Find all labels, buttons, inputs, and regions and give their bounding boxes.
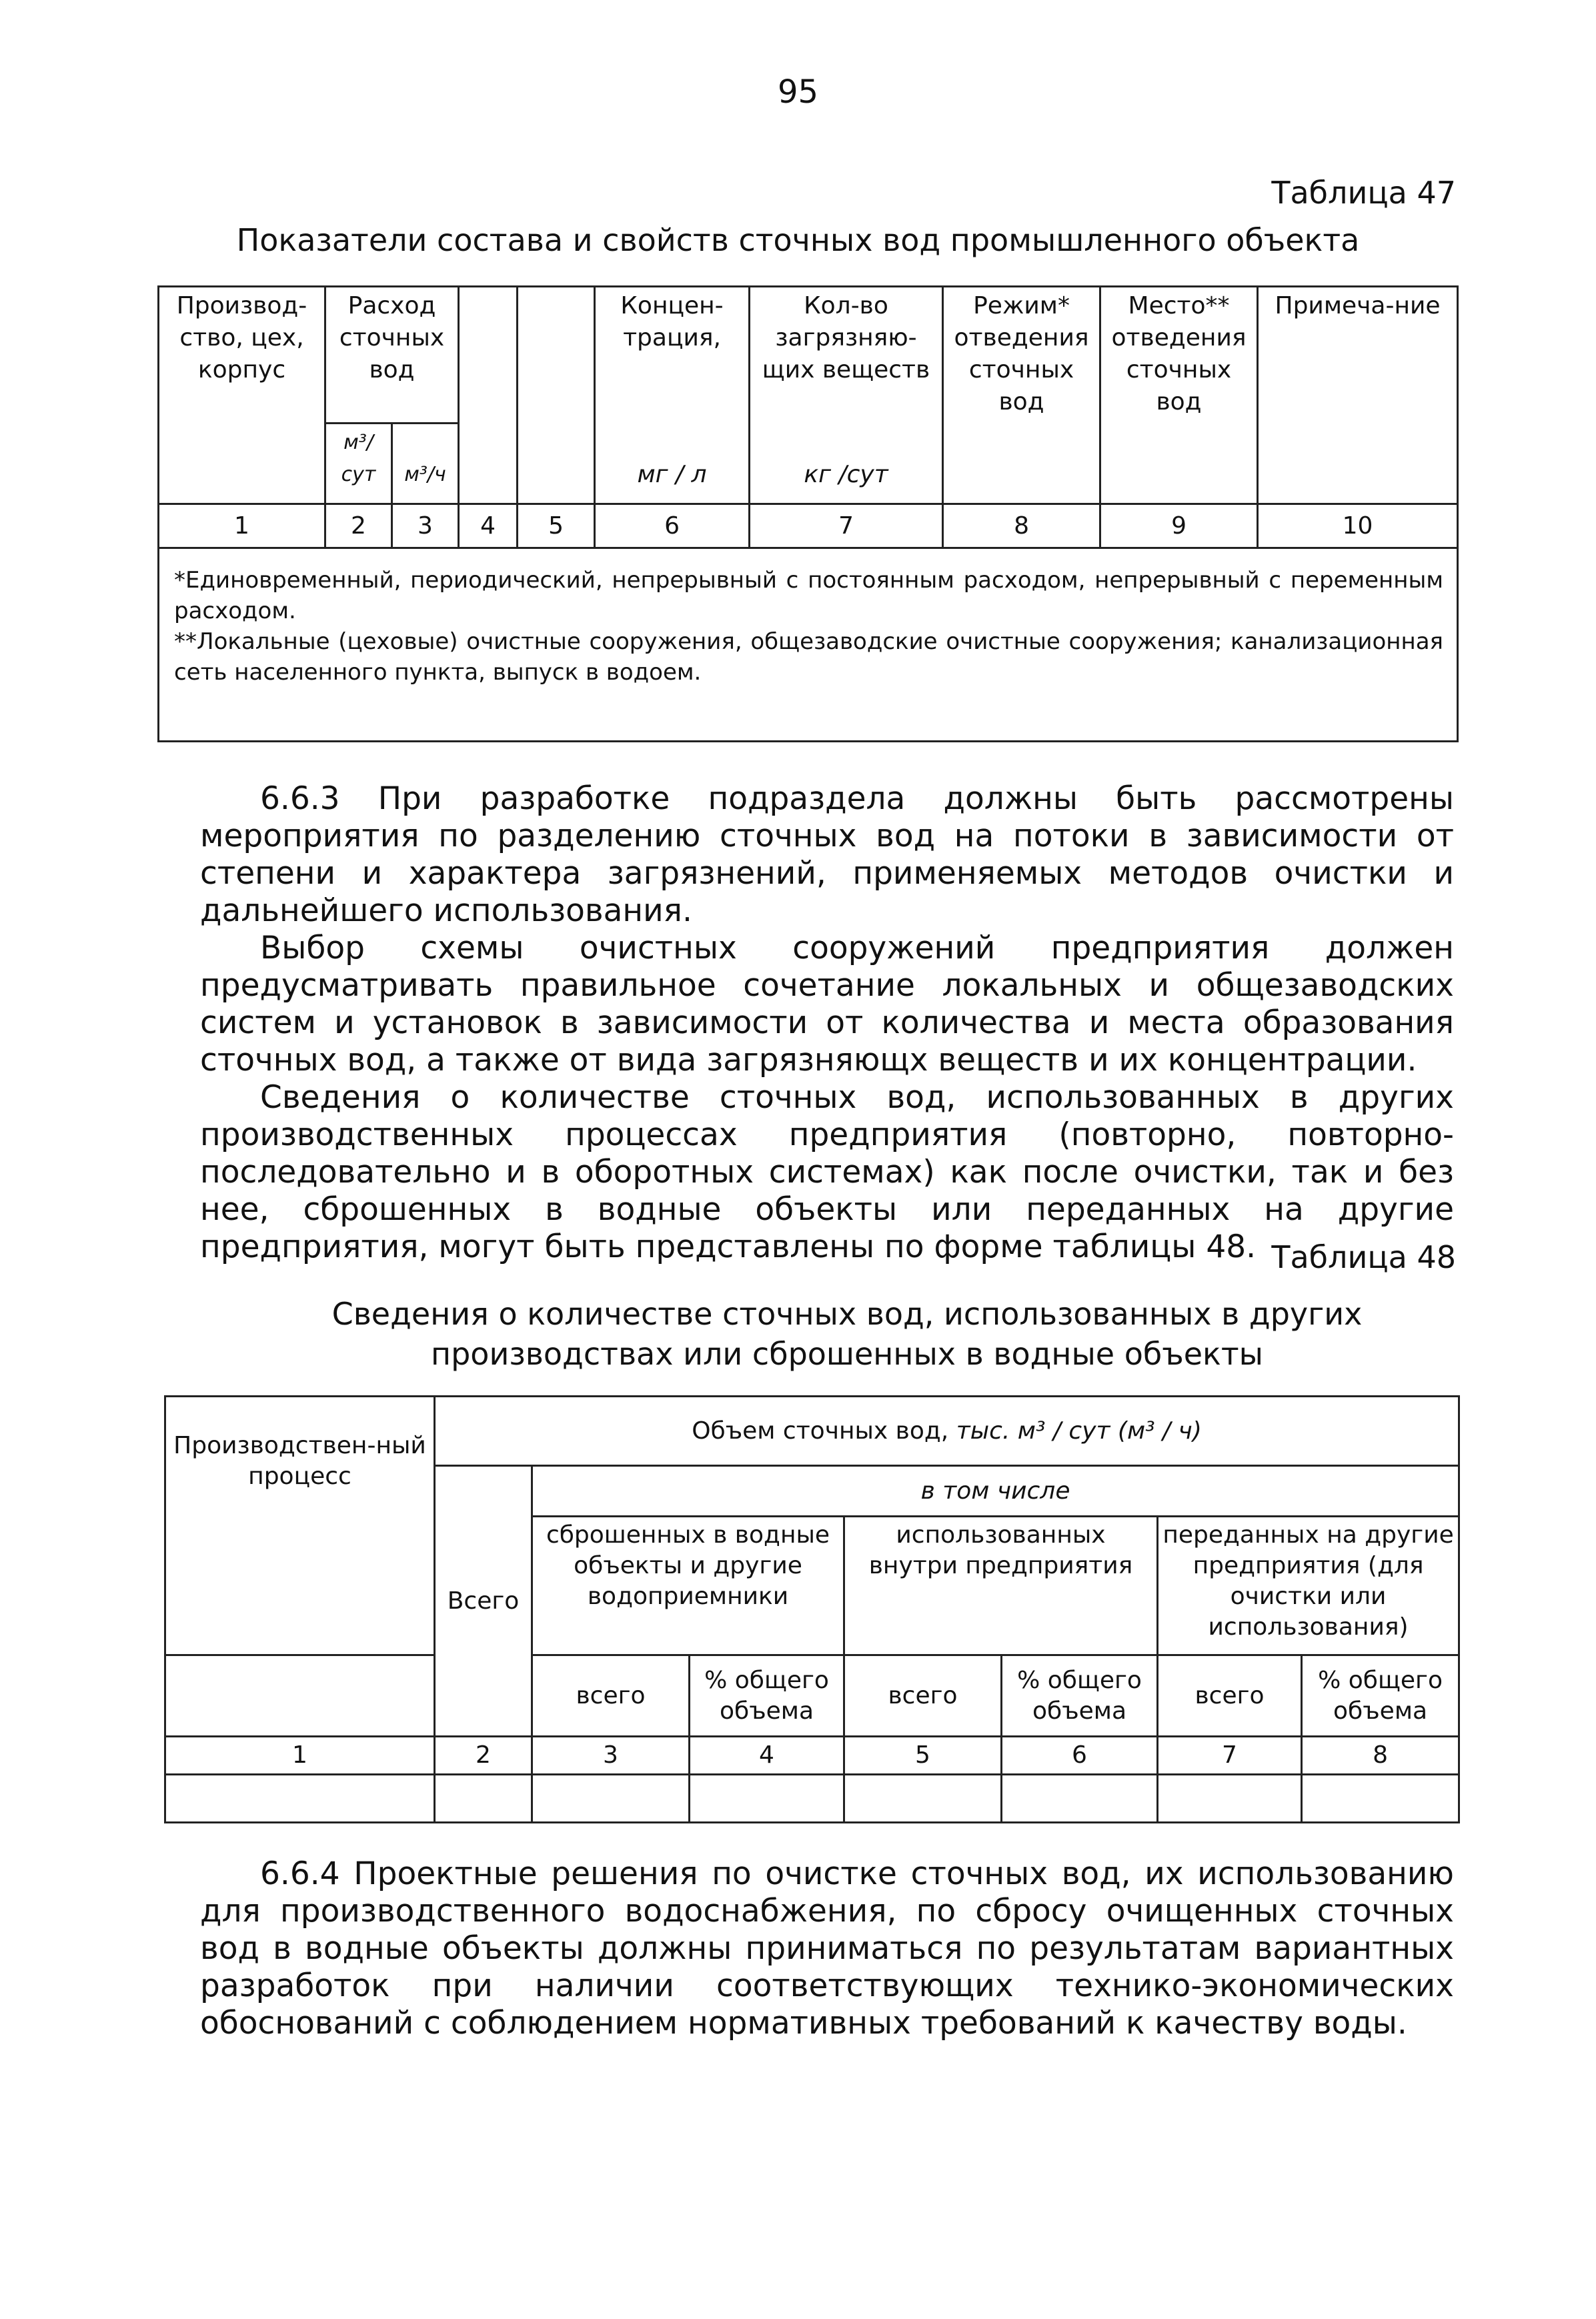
column-number: 2 — [435, 1737, 532, 1775]
column-number: 6 — [595, 504, 750, 548]
header-total: Всего — [435, 1466, 532, 1737]
table47-footnotes — [159, 548, 1458, 742]
header-transferred: переданных на другие предприятия (для очистки или использования) — [1158, 1517, 1459, 1655]
column-number: 4 — [459, 504, 518, 548]
paragraph-text: 6.6.4 Проектные решения по очистке сточных вод, их использованию для производственного водоснабжения, по сбросу очищенных сточных вод в водные объекты должны приниматься по результатам вариантных разработок при наличии соответствующих технико-экономических обоснований с соблюдением нормативных требований к качеству воды. — [200, 1855, 1454, 2042]
column-number: 7 — [750, 504, 943, 548]
paragraph-text: Выбор схемы очистных сооружений предприятия должен предусматривать правильное сочетание локальных и общезаводских систем и установок в зависимости от количества и места образования сточных вод, а также от вида загрязняющх веществ и их концентрации. — [200, 930, 1454, 1078]
header-flow-unit-hour: м³/ч — [392, 424, 459, 504]
header-sub-total: всего — [1158, 1655, 1302, 1737]
header-concentration-unit: мг / л — [595, 424, 750, 504]
header-note: Примеча-ние — [1258, 287, 1458, 504]
column-number: 8 — [1302, 1737, 1459, 1775]
paragraph-text: 6.6.3 При разработке подраздела должны быть рассмотрены мероприятия по разделению сточных вод на потоки в зависимости от степени и характера загрязнений, применяемых методов очистки и дальнейшего использования. — [200, 780, 1454, 929]
paragraph-6-6-3 — [200, 780, 1454, 1266]
table47-title: Показатели состава и свойств сточных вод промышленного объекта — [236, 222, 1360, 258]
empty-cell — [532, 1775, 690, 1823]
column-number: 8 — [943, 504, 1100, 548]
page-number: 95 — [777, 73, 819, 111]
empty-cell — [1302, 1775, 1459, 1823]
column-number: 9 — [1100, 504, 1258, 548]
column-number: 3 — [392, 504, 459, 548]
column-number: 10 — [1258, 504, 1458, 548]
column-number: 5 — [518, 504, 595, 548]
header-volume-text: Объем сточных вод, — [692, 1417, 949, 1445]
header-flow: Расход сточных вод — [325, 287, 459, 424]
header-process-empty — [165, 1655, 435, 1737]
column-number: 1 — [159, 504, 325, 548]
empty-cell — [435, 1775, 532, 1823]
header-sub-percent: % общего объема — [1302, 1655, 1459, 1737]
header-volume — [435, 1397, 1459, 1466]
header-including: в том числе — [532, 1466, 1459, 1517]
empty-cell — [1002, 1775, 1158, 1823]
paragraph-text: Сведения о количестве сточных вод, использованных в других производственных процессах предприятия (повторно, повторно-последовательно и в оборотных системах) как после очистки, так и без нее, сброшенных в водные объекты или переданных на другие предприятия, могут быть представлены по форме таблицы 48. — [200, 1079, 1454, 1265]
header-concentration: Концен-трация, — [595, 287, 750, 424]
header-used-inside: использованных внутри предприятия — [844, 1517, 1158, 1655]
column-number: 1 — [165, 1737, 435, 1775]
header-discharged: сброшенных в водные объекты и другие водоприемники — [532, 1517, 844, 1655]
header-process: Производствен-ный процесс — [165, 1397, 435, 1655]
header-production: Производ-ство, цех, корпус — [159, 287, 325, 504]
header-sub-total: всего — [532, 1655, 690, 1737]
empty-cell — [1158, 1775, 1302, 1823]
header-amount-unit: кг /сут — [750, 424, 943, 504]
table-48 — [164, 1395, 1460, 1823]
header-sub-percent: % общего объема — [1002, 1655, 1158, 1737]
header-sub-percent: % общего объема — [690, 1655, 844, 1737]
column-number: 2 — [325, 504, 392, 548]
header-temperature — [459, 287, 518, 504]
header-volume-unit: тыс. м³ / сут (м³ / ч) — [956, 1417, 1202, 1445]
header-flow-unit-day: м³/сут — [325, 424, 392, 504]
column-number: 7 — [1158, 1737, 1302, 1775]
header-place: Место** отведения сточных вод — [1100, 287, 1258, 504]
column-number: 3 — [532, 1737, 690, 1775]
table47-label: Таблица 47 — [1271, 175, 1456, 211]
column-number: 6 — [1002, 1737, 1158, 1775]
header-sub-total: всего — [844, 1655, 1002, 1737]
header-mode: Режим* отведения сточных вод — [943, 287, 1100, 504]
table48-label: Таблица 48 — [1271, 1239, 1456, 1275]
empty-cell — [690, 1775, 844, 1823]
paragraph-6-6-4 — [200, 1855, 1454, 2042]
table48-title: Сведения о количестве сточных вод, использованных в других производствах или сброшенных в водные объекты — [331, 1296, 1363, 1372]
empty-cell — [844, 1775, 1002, 1823]
header-pollutant — [518, 287, 595, 504]
column-number: 4 — [690, 1737, 844, 1775]
table-47 — [157, 285, 1459, 742]
empty-cell — [165, 1775, 435, 1823]
column-number: 5 — [844, 1737, 1002, 1775]
header-amount: Кол-во загрязняю-щих веществ — [750, 287, 943, 424]
footnote-mode: *Единовременный, периодический, непрерывный с постоянным расходом, непрерывный с переменным расходом. — [174, 567, 1444, 624]
footnote-place: **Локальные (цеховые) очистные сооружения, общезаводские очистные сооружения; канализационная сеть населенного пункта, выпуск в водоем. — [174, 628, 1444, 686]
